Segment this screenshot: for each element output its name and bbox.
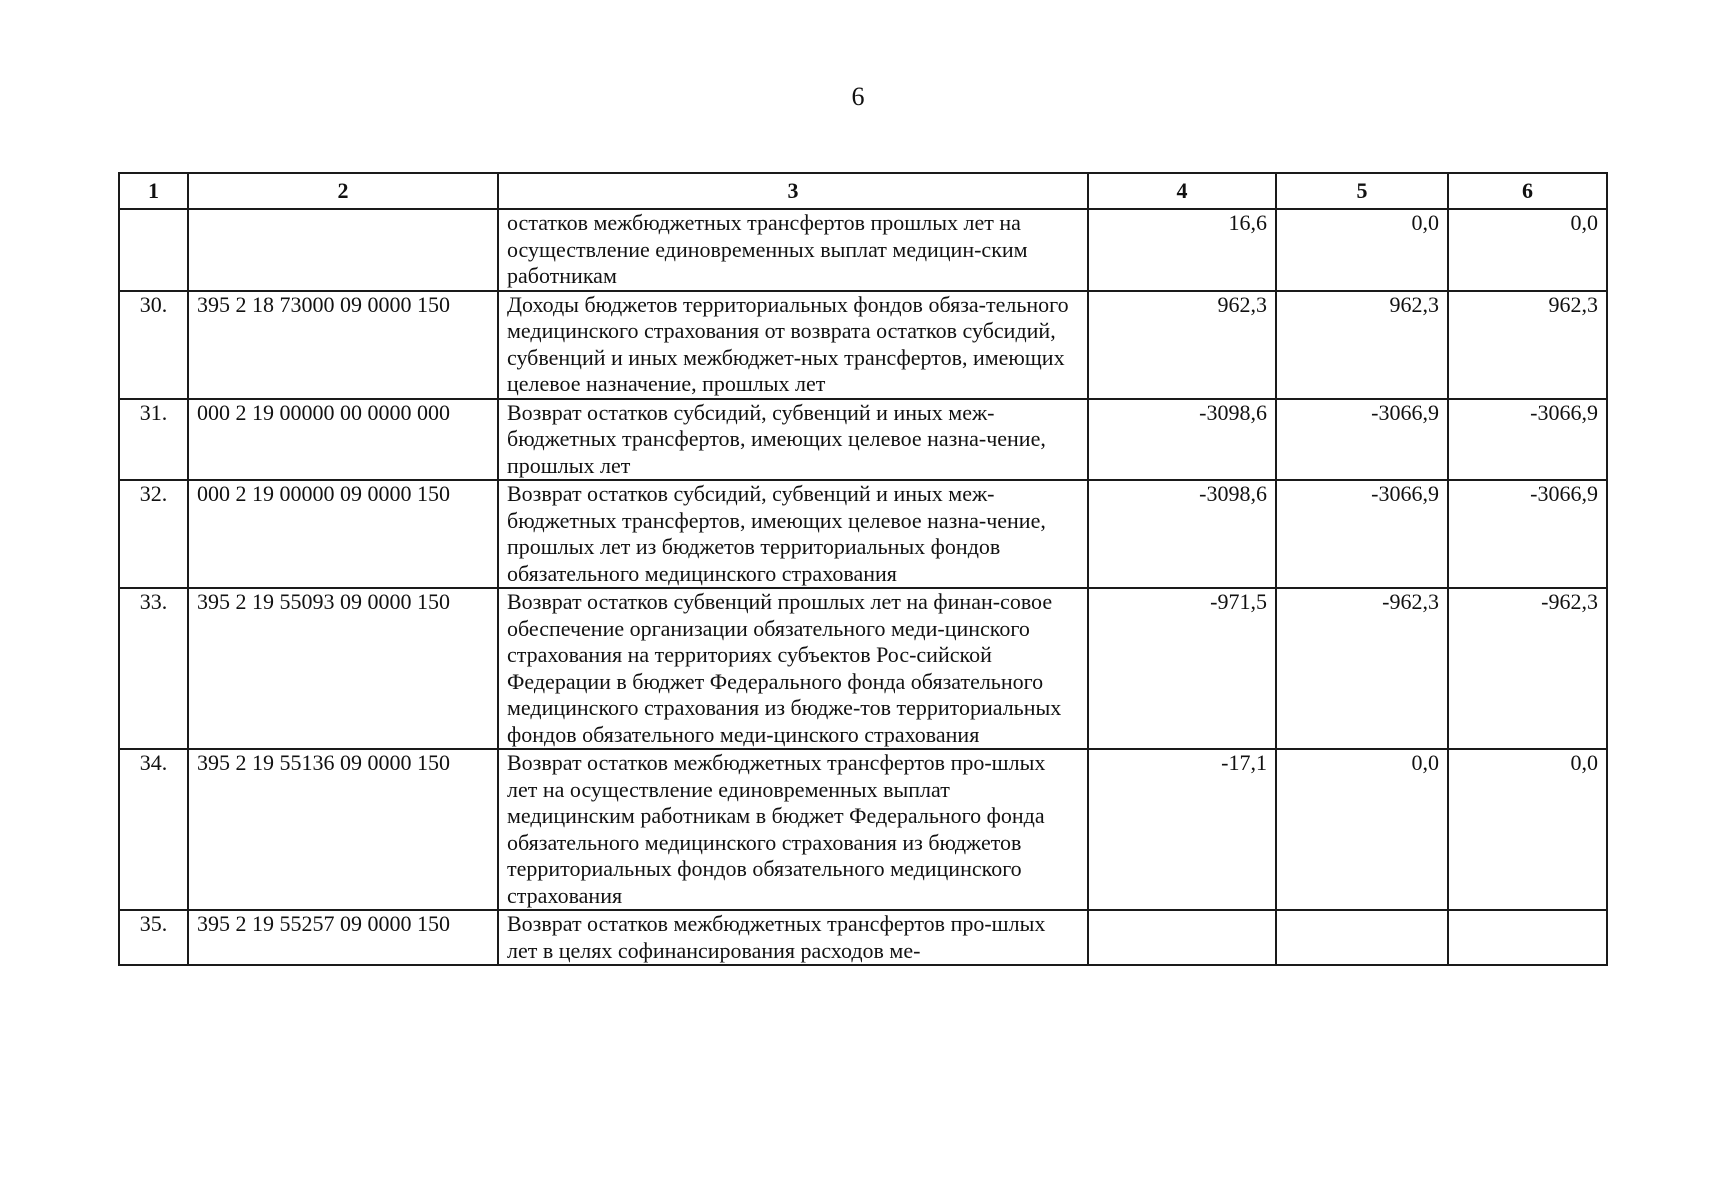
row-value-col6: 0,0: [1448, 749, 1607, 910]
table-row: [119, 588, 1607, 749]
page-number: 6: [851, 82, 865, 111]
row-description-text: Возврат остатков субсидий, субвенций и иных меж-бюджетных трансфертов, имеющих целевое назна-чение, прошлых лет: [507, 399, 1046, 478]
row-code: [188, 209, 498, 291]
row-description-text: Возврат остатков межбюджетных трансфертов про-шлых лет в целях софинансирования расходов ме-: [507, 911, 1046, 963]
row-value-col4: 16,6: [1088, 209, 1276, 291]
header-col-6: 6: [1448, 173, 1607, 209]
row-value-col5: 0,0: [1276, 209, 1448, 291]
row-description: [498, 209, 1088, 291]
row-value-col4: -3098,6: [1088, 399, 1276, 481]
row-description: [498, 399, 1088, 481]
row-value-col5: -3066,9: [1276, 399, 1448, 481]
row-value-col5: -3066,9: [1276, 480, 1448, 588]
row-value-col6: -962,3: [1448, 588, 1607, 749]
header-col-5: 5: [1276, 173, 1448, 209]
row-code: 395 2 19 55093 09 0000 150: [188, 588, 498, 749]
row-description-text: Доходы бюджетов территориальных фондов обяза-тельного медицинского страхования от возврата остатков субсидий, субвенций и иных межбюджет-ных трансфертов, имеющих целевое назначение, прошлых лет: [507, 291, 1069, 396]
row-description-text: остатков межбюджетных трансфертов прошлых лет на осуществление единовременных выплат медицин-ским работникам: [507, 210, 1028, 288]
row-value-col6: -3066,9: [1448, 399, 1607, 481]
row-description: [498, 291, 1088, 399]
row-description: [498, 480, 1088, 588]
table-body: [119, 209, 1607, 965]
row-value-col5: 962,3: [1276, 291, 1448, 399]
row-value-col5: -962,3: [1276, 588, 1448, 749]
row-number: 35.: [119, 910, 188, 965]
row-code: 395 2 19 55136 09 0000 150: [188, 749, 498, 910]
row-code: 395 2 19 55257 09 0000 150: [188, 910, 498, 965]
row-value-col6: 0,0: [1448, 209, 1607, 291]
table-header: [119, 173, 1607, 209]
header-col-4: 4: [1088, 173, 1276, 209]
row-value-col5: [1276, 910, 1448, 965]
row-code: 395 2 18 73000 09 0000 150: [188, 291, 498, 399]
table-row: [119, 910, 1607, 965]
table-row: [119, 480, 1607, 588]
row-number: 34.: [119, 749, 188, 910]
row-number: 31.: [119, 399, 188, 481]
row-number: 32.: [119, 480, 188, 588]
row-number: [119, 209, 188, 291]
table-row: [119, 291, 1607, 399]
header-col-2: 2: [188, 173, 498, 209]
header-col-3: 3: [498, 173, 1088, 209]
row-value-col4: 962,3: [1088, 291, 1276, 399]
budget-table: [118, 172, 1608, 966]
table-row: [119, 749, 1607, 910]
header-row: [119, 173, 1607, 209]
row-value-col6: 962,3: [1448, 291, 1607, 399]
row-value-col6: [1448, 910, 1607, 965]
row-number: 33.: [119, 588, 188, 749]
row-code: 000 2 19 00000 09 0000 150: [188, 480, 498, 588]
table-row: [119, 399, 1607, 481]
row-value-col4: -3098,6: [1088, 480, 1276, 588]
row-description: [498, 749, 1088, 910]
row-description-text: Возврат остатков межбюджетных трансфертов про-шлых лет на осуществление единовременных выплат медицинским работникам в бюджет Федерального фонда обязательного медицинского страхования из бюджетов территориальных фондов обязательного медицинского страхования: [507, 750, 1046, 908]
row-number: 30.: [119, 291, 188, 399]
row-description: [498, 588, 1088, 749]
row-value-col4: -971,5: [1088, 588, 1276, 749]
row-value-col4: [1088, 910, 1276, 965]
row-code: 000 2 19 00000 00 0000 000: [188, 399, 498, 481]
row-value-col4: -17,1: [1088, 749, 1276, 910]
row-value-col5: 0,0: [1276, 749, 1448, 910]
table-row: [119, 209, 1607, 291]
row-value-col6: -3066,9: [1448, 480, 1607, 588]
row-description-text: Возврат остатков субсидий, субвенций и иных меж-бюджетных трансфертов, имеющих целевое назна-чение, прошлых лет из бюджетов территориальных фондов обязательного медицинского страхования: [507, 481, 1046, 586]
row-description: [498, 910, 1088, 965]
row-description-text: Возврат остатков субвенций прошлых лет на финан-совое обеспечение организации обязательного меди-цинского страхования на территориях субъектов Рос-сийской Федерации в бюджет Федерального фонда обязательного медицинского страхования из бюдже-тов территориальных фондов обязательного меди-цинского страхования: [507, 589, 1062, 747]
header-col-1: 1: [119, 173, 188, 209]
